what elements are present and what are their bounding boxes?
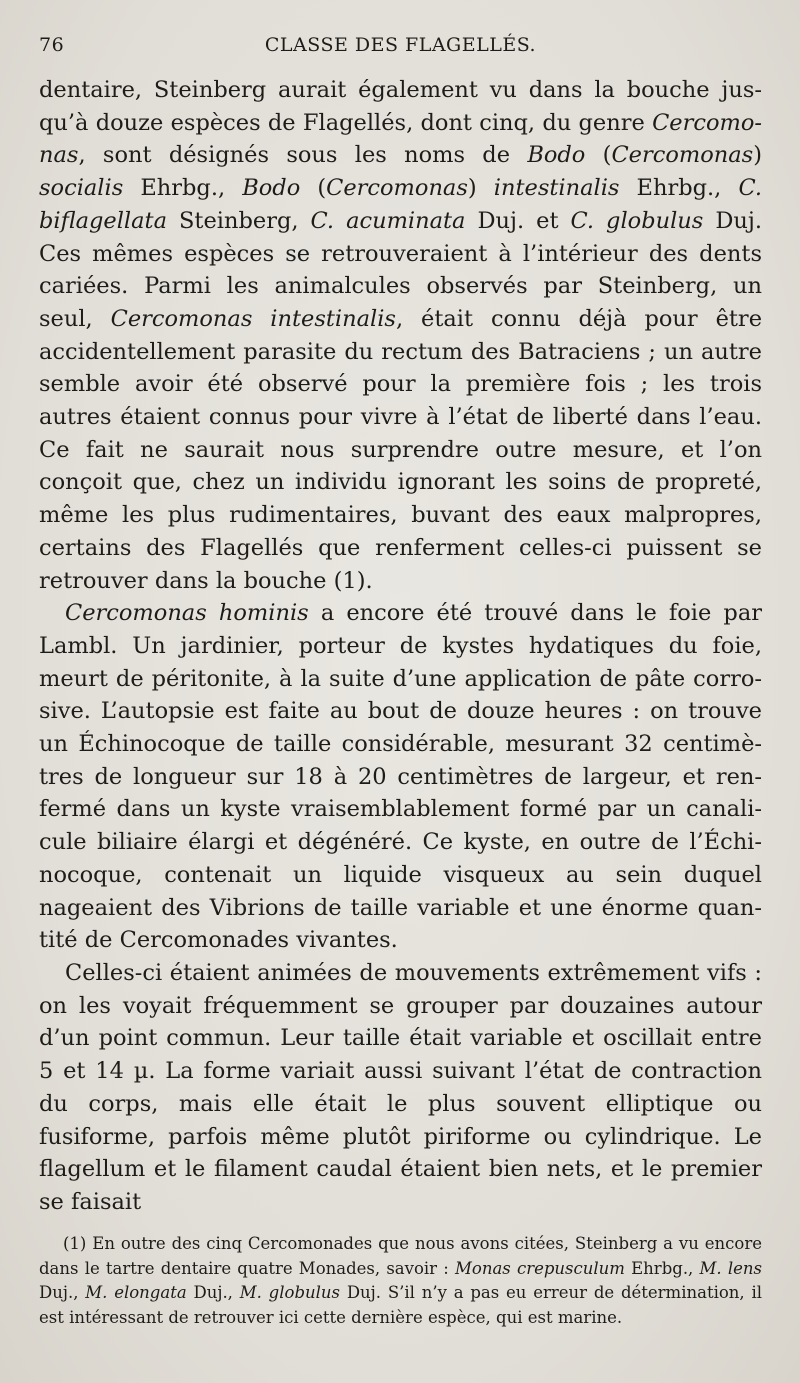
text-run: Celles-ci étaient animées de mouvements extrêmement vifs : on les voyait fréquemment se grouper par douzaines autour d’un point commun. Leur taille était variable et oscillait entre 5 et 14 µ. La forme variait aussi suivant l’état de contraction du corps, mais elle était le plus souvent elliptique ou fusiforme, parfois même plutôt piriforme ou cylindrique. Le flagellum et le filament caudal étaient bien nets, et le premier se faisait: [39, 959, 762, 1215]
body-paragraph: [39, 74, 762, 597]
text-run: ): [467, 175, 494, 202]
text-run: Duj. Ces mêmes espèces se retrouveraient à l’intérieur des dents cariées. Parmi les animalcules observés par Steinberg, un seul,: [39, 207, 762, 332]
italic-text-run: Cercomonas hominis: [65, 600, 309, 627]
italic-text-run: Cercomonas: [611, 142, 754, 169]
page-number: 76: [39, 34, 65, 56]
text-run: a encore été trouvé dans le foie par Lambl. Un jardinier, porteur de kystes hydatiques du foie, meurt de péritonite, à la suite d’une application de pâte corrosive. L’autopsie est faite au bout de douze heures : on trouve un Échinocoque de taille considérable, mesurant 32 centimètres de longueur sur 18 à 20 centimètres de largeur, et renfermé dans un kyste vraisemblablement formé par un canalicule biliaire élargi et dégénéré. Ce kyste, en outre de l’Échinocoque, contenait un liquide visqueux au sein duquel nageaient des Vibrions de taille variable et une énorme quantité de Cercomonades vivantes.: [39, 600, 762, 954]
text-run: Duj.,: [186, 1283, 240, 1302]
italic-text-run: Cercomonas intestinalis: [110, 305, 396, 332]
text-run: dentaire, Steinberg aurait également vu dans la bouche jusqu’à douze espèces de Flagellés, dont cinq, du genre: [39, 77, 762, 136]
page-header: [39, 34, 762, 70]
italic-text-run: M. lens: [699, 1258, 762, 1278]
body-text: [39, 74, 762, 1219]
running-title: CLASSE DES FLAGELLÉS.: [264, 34, 537, 56]
text-run: ): [753, 142, 762, 169]
text-run: Ehrbg.,: [624, 1258, 700, 1278]
italic-text-run: Monas crepusculum: [455, 1258, 625, 1278]
text-run: , sont désignés sous les noms de: [78, 142, 528, 169]
text-run: (1) En outre des cinq Cercomonades que nous avons citées, Steinberg a vu encore dans le tartre dentaire quatre Monades, savoir :: [39, 1234, 762, 1278]
text-run: Duj. S’il n’y a pas eu erreur de détermination, il est intéressant de retrouver ici cette dernière espèce, qui est marine.: [39, 1283, 763, 1327]
italic-text-run: M. globulus: [239, 1283, 341, 1302]
italic-text-run: intestinalis: [493, 175, 620, 202]
text-run: Duj.,: [39, 1283, 86, 1302]
italic-text-run: M. elongata: [85, 1283, 187, 1302]
text-run: Steinberg,: [167, 207, 311, 234]
body-paragraph: [39, 957, 762, 1219]
text-run: Ehrbg.,: [619, 175, 739, 202]
text-run: Ehrbg.,: [123, 175, 243, 202]
text-run: Duj. et: [465, 207, 571, 234]
body-paragraph: [39, 597, 762, 957]
text-run: (: [300, 175, 327, 202]
italic-text-run: Cercomonas: [326, 175, 468, 202]
text-run: , était connu déjà pour être accidentellement parasite du rectum des Batraciens ; un autre semble avoir été observé pour la première fois ; les trois autres étaient connus pour vivre à l’état de liberté dans l’eau. Ce fait ne saurait nous surprendre outre mesure, et l’on conçoit que, chez un individu ignorant les soins de propreté, même les plus rudimentaires, buvant des eaux malpropres, certains des Flagellés que renferment celles-ci puissent se retrouver dans la bouche (1).: [39, 305, 763, 594]
italic-text-run: Bodo: [527, 142, 586, 169]
italic-text-run: C. biflagellata: [39, 175, 763, 234]
italic-text-run: Cercomonas: [39, 109, 762, 169]
footnote: [39, 1232, 762, 1330]
text-run: (: [585, 142, 612, 169]
italic-text-run: Bodo: [242, 175, 301, 202]
footnotes: [39, 1232, 762, 1330]
italic-text-run: socialis: [39, 175, 124, 202]
italic-text-run: C. globulus: [570, 207, 704, 234]
italic-text-run: C. acuminata: [310, 207, 466, 234]
